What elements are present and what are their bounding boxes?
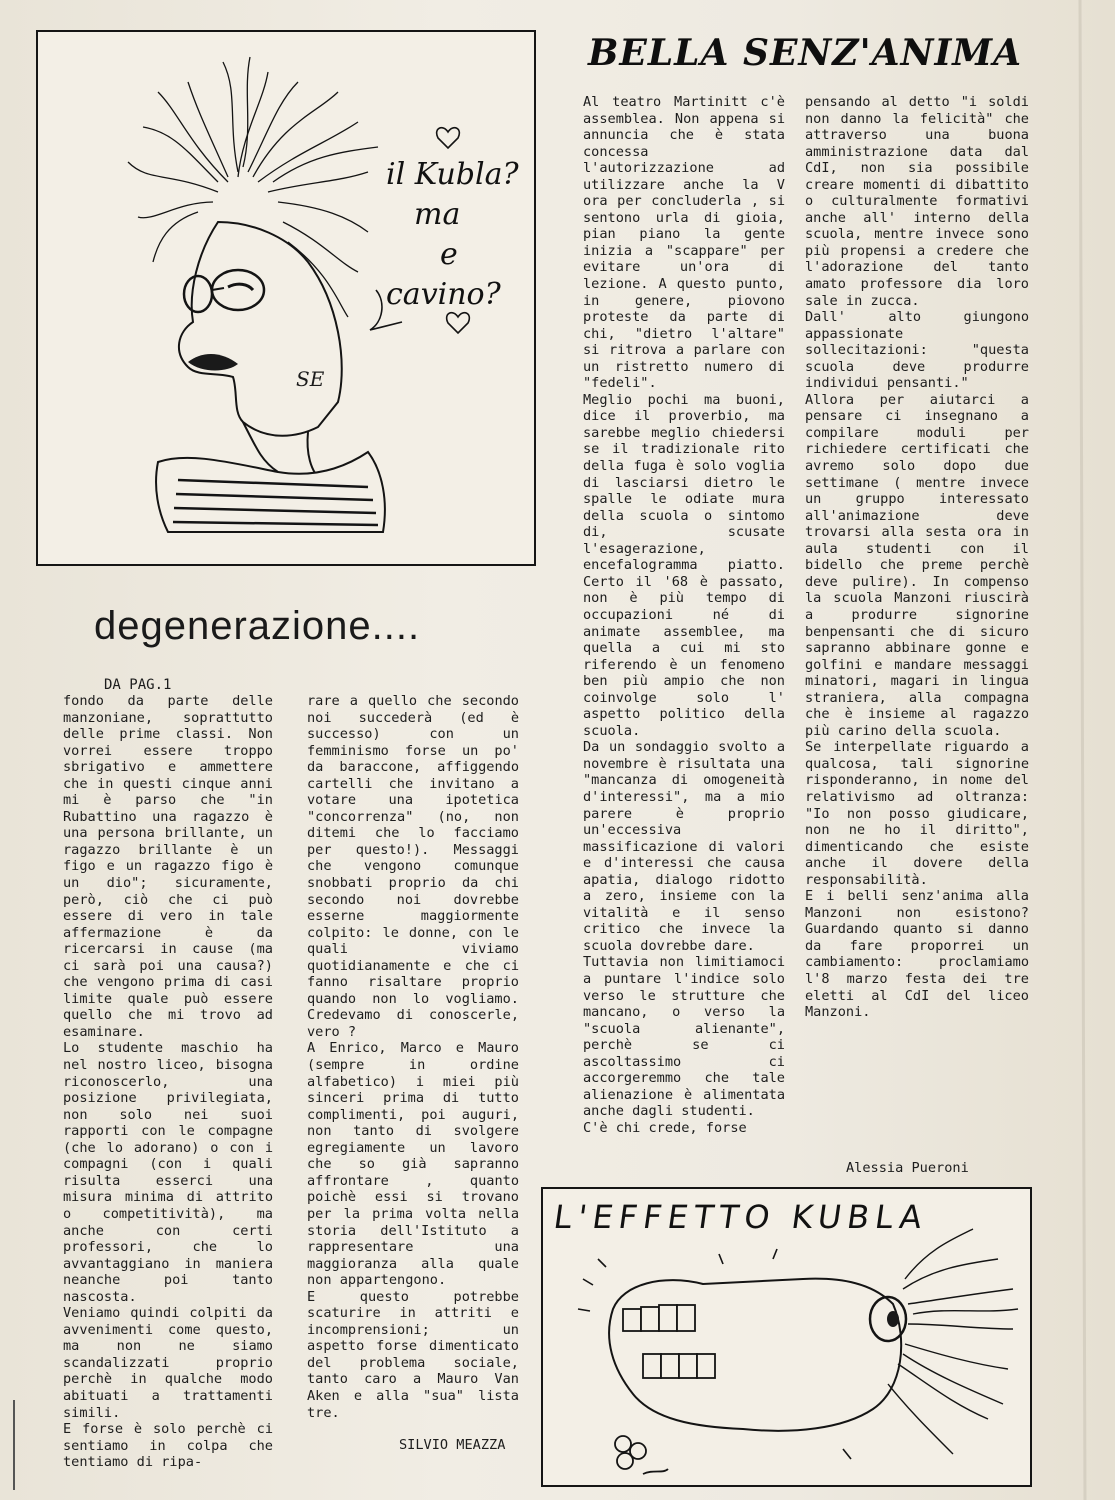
bella-paragraph: Al teatro Martinitt c'è assemblea. Non appena si annuncia che è stata concessa l'autorizzazione ad utilizzare anche la V ora per concluderla , si sentono urla di gioia, pian piano la gente inizia a "scappare" per evitare un'ora di lezione. A questo punto, in genere, piovono proteste da parte di chi, "dietro l'altare" si ritrova a parlare con un ristretto numero di "fedeli". — [583, 94, 785, 392]
bella-paragraph: Tuttavia non limitiamoci a puntare l'indice solo verso le strutture che mancano, o verso la "scuola alienante", perchè se ci ascoltassimo ci accorgeremmo che tale alienazione è alimentata anche dagli studenti. — [583, 954, 785, 1120]
article-title-bella: BELLA SENZ'ANIMA — [588, 32, 1023, 74]
degenerazione-paragraph: E forse è solo perchè ci sentiamo in colpa che tentiamo di ripa- — [63, 1421, 273, 1471]
degenerazione-paragraph: Lo studente maschio ha nel nostro liceo, bisogna riconoscerlo, una posizione privilegiata, non solo nei suoi rapporti con le compagne (che lo adorano) o con i compagni (con i quali risulta esserci una misura minima di attrito o competitività), ma anche con certi professori, che lo avvantaggiano in maniera neanche poi tanto nascosta. — [63, 1040, 273, 1305]
speech-line-1: il Kubla? — [386, 157, 519, 192]
bella-paragraph: Dall' alto giungono appassionate sollecitazioni: "questa scuola deve produrre individui pensanti." — [805, 309, 1029, 392]
bella-paragraph: Se interpellate riguardo a qualcosa, tali signorine risponderanno, in nome del relativismo ad oltranza: "Io non posso giudicare, non ne ho il diritto", dimenticando che esiste anche il dovere della responsabilità. — [805, 739, 1029, 888]
degenerazione-paragraph: rare a quello che secondo noi succederà (ed è successo) con un femminismo forse un po' da baraccone, affiggendo cartelli che invitano a votare una ipotetica "concorrenza" (no, non ditemi che lo facciamo per questo!). Messaggi che vengono comunque snobbati proprio da chi secondo noi dovrebbe esserne maggiormente colpito: le donne, con le quali viviamo quotidianamente e che ci fanno risaltare proprio quando non lo vogliamo. Credevamo di conoscerle, vero ? — [307, 693, 519, 1040]
continued-from-label: DA PAG.1 — [104, 677, 172, 693]
bella-paragraph: C'è chi crede, forse — [583, 1119, 747, 1136]
bella-paragraph: Da un sondaggio svolto a novembre è risultata una "mancanza di omogeneità d'interessi", ma a mio parere è proprio un'eccessiva massificazione di valori e d'interessi che causa apatia, dialogo ridotto a zero, insieme con la vitalità e il senso critico che invece la scuola dovrebbe dare. — [583, 739, 785, 954]
bella-column-2 — [805, 94, 1029, 1021]
degenerazione-paragraph: E questo potrebbe scaturire in attriti e incomprensioni; un aspetto forse dimenticato del problema sociale, tanto caro a Mauro Van Aken e alla "sua" lista tre. — [307, 1288, 519, 1421]
bella-paragraph: Allora per aiutarci a pensare ci insegnano a compilare moduli per richiedere certificati che avremo solo dopo due settimane ( mentre invece un gruppo interessato all'animazione deve trovarsi alla sesta ora in aula studenti con il bidello che preme perchè deve pulire). In compenso la scuola Manzoni riuscirà a produrre signorine benpensanti che di sicuro sapranno abbinare gonne e golfini e mandare messaggi minatori, magari in lingua straniera, alla compagna che è insieme al ragazzo più carino della scuola. — [805, 391, 1029, 739]
degenerazione-paragraph: fondo da parte delle manzoniane, soprattutto delle prime classi. Non vorrei essere troppo sbrigativo e ammettere che in questi cinque anni mi è parso che "in Rubattino una ragazzo è una persona brillante, un ragazzo brillante è un figo e un ragazzo figo è un dio"; sicuramente, però, ciò che ci può essere di vero in tale affermazione è da ricercarsi in cause (ma ci sarà poi una causa?) che vengono prima di casi limite quale può essere quello che mi trovo ad esaminare. — [63, 693, 273, 1040]
speech-line-3: e — [440, 237, 458, 272]
bella-paragraph: pensando al detto "i soldi non danno la felicità" che attraverso una buona amministrazione data dal CdI, non sia possibile creare momenti di dibattito o culturalmente formativi anche all' interno della scuola, mentre invece sono più propensi a credere che l'adorazione del tanto amato professore dia loro sale in zucca. — [805, 94, 1029, 309]
bella-column-1 — [583, 94, 785, 1136]
degenerazione-paragraph: A Enrico, Marco e Mauro (sempre in ordine alfabetico) i miei più sinceri prima di tutto complimenti, poi auguri, non tanto di svolgere egregiamente un lavoro che so già sapranno affrontare , quanto poichè essi si trovano per la prima volta nella storia dell'Istituto a rappresentare una maggioranza alla quale non appartengono. — [307, 1040, 519, 1289]
cartoon-effetto-title: L'EFFETTO KUBLA — [551, 1198, 931, 1236]
degenerazione-column-1 — [63, 693, 273, 1471]
cartoon-initials: SE — [296, 367, 325, 391]
bella-paragraph: E i belli senz'anima alla Manzoni non esistono? Guardando quanto si danno da fare proporrei un cambiamento: proclamiamo l'8 marzo festa dei tre eletti al CdI del liceo Manzoni. — [805, 888, 1029, 1021]
degenerazione-paragraph: Veniamo quindi colpiti da avvenimenti come questo, ma non ne siamo scandalizzati proprio perchè in qualche modo abituati a trattamenti simili. — [63, 1305, 273, 1421]
author-degenerazione: SILVIO MEAZZA — [399, 1437, 506, 1453]
speech-line-2: ma — [414, 197, 461, 232]
author-bella: Alessia Pueroni — [846, 1160, 969, 1176]
headline-degenerazione: degenerazione.... — [94, 604, 421, 648]
cartoon-speech-text — [386, 155, 519, 315]
bella-paragraph: Meglio pochi ma buoni, dice il proverbio, ma sarebbe meglio chiedersi se il tradizionale rito della fuga è solo voglia di lasciarsi dietro le spalle le odiate mura della scuola o sintomo di, scusate l'esagerazione, encefalogramma piatto. Certo il '68 è passato, non è più tempo di occupazioni né di animate assemblee, ma quella a cui mi sto riferendo è un fenomeno ben più ampio che non coinvolge solo l' aspetto politico della scuola. — [583, 391, 785, 739]
degenerazione-column-2 — [307, 693, 519, 1421]
speech-line-4: cavino? — [386, 277, 501, 312]
